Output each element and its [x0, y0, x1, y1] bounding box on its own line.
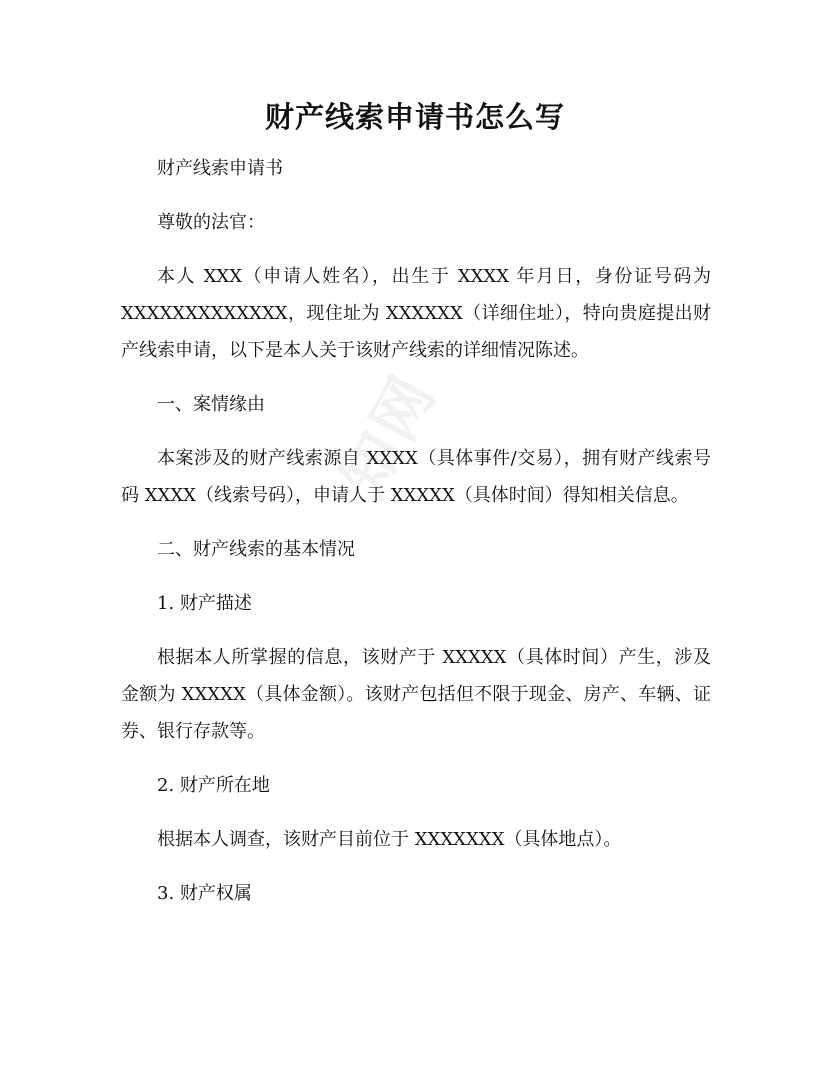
paragraph-property-description: 根据本人所掌握的信息，该财产于 XXXXX（具体时间）产生，涉及金额为 XXXXX（具体金额）。该财产包括但不限于现金、房产、车辆、证券、银行存款等。: [121, 647, 711, 742]
paragraph-case-cause: 本案涉及的财产线索源自 XXXX（具体事件/交易），拥有财产线索号码 XXXX（线索号码），申请人于 XXXXX（具体时间）得知相关信息。: [121, 448, 711, 506]
document-title: 财产线索申请书怎么写: [264, 100, 565, 134]
section-heading-basic-info: 二、财产线索的基本情况: [157, 539, 355, 560]
section-heading-case-cause: 一、案情缘由: [157, 394, 265, 415]
subheading-property-ownership: 3. 财产权属: [157, 883, 252, 904]
paragraph-property-location: 根据本人调查，该财产目前位于 XXXXXXX（具体地点）。: [157, 829, 622, 850]
paragraph-applicant-info: 本人 XXX（申请人姓名），出生于 XXXX 年月日，身份证号码为 XXXXXXXXXXXXX，现住址为 XXXXXX（详细住址），特向贵庭提出财产线索申请，以下是本人关于该财产线索的详细情况陈述。: [121, 266, 711, 361]
subheading-property-description: 1. 财产描述: [157, 593, 252, 614]
paragraph-heading: 财产线索申请书: [157, 158, 283, 179]
paragraph-salutation: 尊敬的法官：: [157, 212, 265, 233]
subheading-property-location: 2. 财产所在地: [157, 775, 270, 796]
document-body: [121, 150, 711, 929]
watermark-text: 知网: [328, 362, 451, 509]
